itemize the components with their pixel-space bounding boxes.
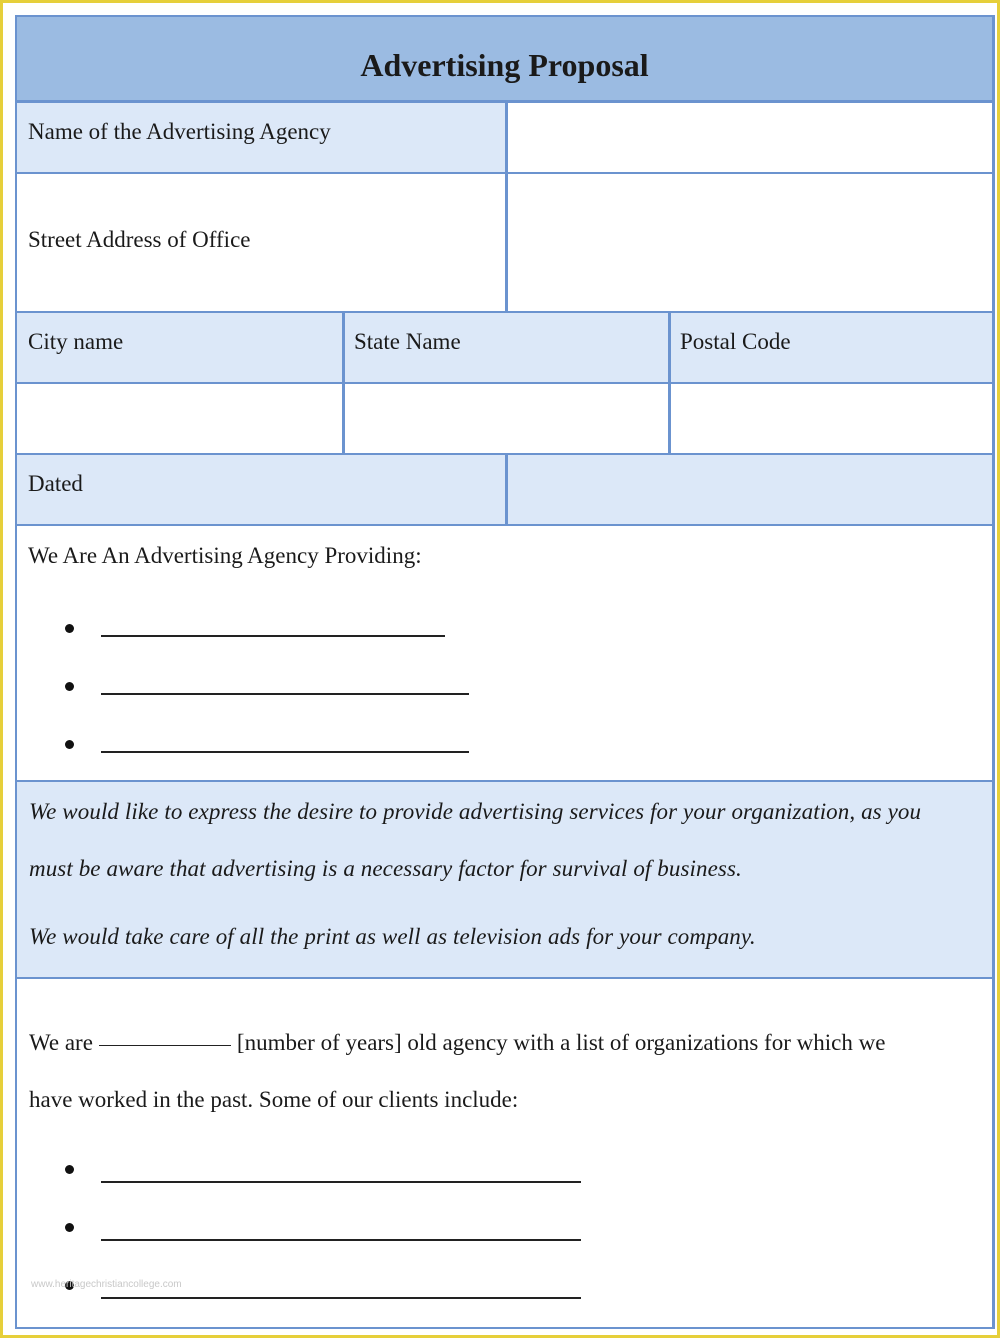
divider-vertical xyxy=(505,103,508,313)
divider-vertical xyxy=(505,455,508,526)
page-title: Advertising Proposal xyxy=(360,47,649,83)
postal-label-cell xyxy=(669,313,992,384)
statement-line-3: We would take care of all the print as well as television ads for your company. xyxy=(29,924,756,949)
service-blank-line[interactable] xyxy=(101,635,445,637)
bullet-icon xyxy=(65,682,74,691)
title-bar xyxy=(17,17,992,103)
client-blank-line[interactable] xyxy=(101,1297,581,1299)
statement-line-1: We would like to express the desire to provide advertising services for your organization, as you xyxy=(29,799,922,824)
statement-line-2: must be aware that advertising is a necessary factor for survival of business. xyxy=(29,856,742,881)
divider-vertical xyxy=(342,313,345,455)
experience-prefix: We are xyxy=(29,1030,93,1055)
services-heading: We Are An Advertising Agency Providing: xyxy=(28,543,422,568)
proposal-form xyxy=(15,15,995,1329)
state-field[interactable] xyxy=(343,384,669,455)
postal-code-label: Postal Code xyxy=(680,329,791,354)
postal-code-field[interactable] xyxy=(669,384,992,455)
statement-section xyxy=(17,782,992,979)
state-label-cell xyxy=(343,313,669,384)
dated-label-cell xyxy=(17,455,506,526)
service-blank-line[interactable] xyxy=(101,751,469,753)
street-label-cell xyxy=(17,174,506,313)
bullet-icon xyxy=(65,1165,74,1174)
bullet-icon xyxy=(65,740,74,749)
agency-name-field[interactable] xyxy=(506,103,992,174)
city-label-cell xyxy=(17,313,343,384)
agency-name-label: Name of the Advertising Agency xyxy=(28,119,331,144)
experience-section xyxy=(17,979,992,1329)
experience-line-2: have worked in the past. Some of our clients include: xyxy=(29,1087,519,1112)
bullet-icon xyxy=(65,1223,74,1232)
client-blank-line[interactable] xyxy=(101,1239,581,1241)
client-blank-line[interactable] xyxy=(101,1181,581,1183)
street-address-field[interactable] xyxy=(506,174,992,313)
bullet-icon xyxy=(65,624,74,633)
agency-name-label-cell xyxy=(17,103,506,174)
services-section xyxy=(17,526,992,782)
state-name-label: State Name xyxy=(354,329,461,354)
dated-label: Dated xyxy=(28,471,83,496)
street-address-label: Street Address of Office xyxy=(28,227,251,252)
experience-suffix: [number of years] old agency with a list of organizations for which we xyxy=(236,1030,886,1055)
service-blank-line[interactable] xyxy=(101,693,469,695)
divider-vertical xyxy=(668,313,671,455)
city-field[interactable] xyxy=(17,384,343,455)
city-name-label: City name xyxy=(28,329,124,354)
years-blank-field[interactable] xyxy=(99,1045,231,1046)
dated-field[interactable] xyxy=(506,455,992,526)
watermark-text: www.heritagechristiancollege.com xyxy=(31,1279,182,1290)
experience-line-1 xyxy=(29,1030,885,1056)
